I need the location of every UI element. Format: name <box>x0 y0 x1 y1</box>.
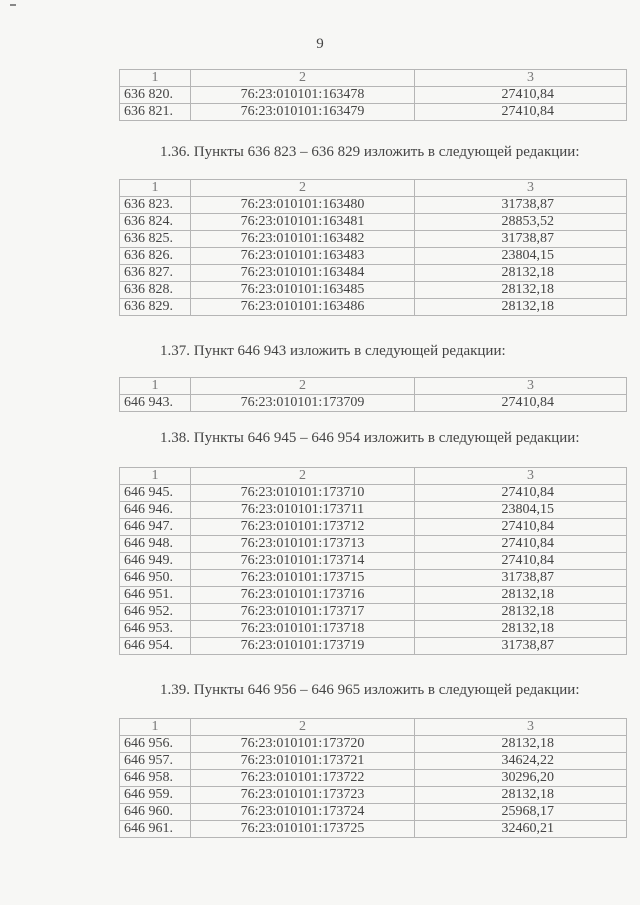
table-row <box>120 553 627 570</box>
table-row <box>120 485 627 502</box>
table-row <box>120 214 627 231</box>
table-cell: 76:23:010101:163478 <box>191 87 415 104</box>
table-cell: 27410,84 <box>415 536 627 553</box>
table-cell: 2 <box>191 378 415 395</box>
table-cell: 646 961. <box>120 821 191 838</box>
table-cell: 76:23:010101:173722 <box>191 770 415 787</box>
table-cell: 3 <box>415 719 627 736</box>
table-cell: 76:23:010101:163480 <box>191 197 415 214</box>
table-row <box>120 87 627 104</box>
table-cell: 76:23:010101:173719 <box>191 638 415 655</box>
table-cell: 636 824. <box>120 214 191 231</box>
table-cell: 76:23:010101:173717 <box>191 604 415 621</box>
table-cell: 636 825. <box>120 231 191 248</box>
table-cell: 646 960. <box>120 804 191 821</box>
table-header-row <box>120 719 627 736</box>
table-cell: 27410,84 <box>415 553 627 570</box>
table-cell: 636 826. <box>120 248 191 265</box>
table-cell: 31738,87 <box>415 197 627 214</box>
table-cell: 28132,18 <box>415 604 627 621</box>
table-cell: 3 <box>415 70 627 87</box>
page-number: 9 <box>316 36 324 52</box>
table-cell: 3 <box>415 378 627 395</box>
table-cell: 646 958. <box>120 770 191 787</box>
table-row <box>120 736 627 753</box>
table-cell: 28132,18 <box>415 299 627 316</box>
table-cell: 76:23:010101:173715 <box>191 570 415 587</box>
table-cell: 646 952. <box>120 604 191 621</box>
table-row <box>120 587 627 604</box>
table-cell: 646 953. <box>120 621 191 638</box>
table-cell: 2 <box>191 70 415 87</box>
table-cell: 636 827. <box>120 265 191 282</box>
table-cell: 76:23:010101:173723 <box>191 787 415 804</box>
table-cell: 27410,84 <box>415 87 627 104</box>
table-cell: 76:23:010101:173711 <box>191 502 415 519</box>
table-cell: 28132,18 <box>415 587 627 604</box>
table-cell: 28132,18 <box>415 736 627 753</box>
table-cell: 76:23:010101:173712 <box>191 519 415 536</box>
table-cell: 76:23:010101:163481 <box>191 214 415 231</box>
table-cell: 646 959. <box>120 787 191 804</box>
table-row <box>120 231 627 248</box>
section-heading: 1.38. Пункты 646 945 – 646 954 изложить в следующей редакции: <box>160 430 580 446</box>
section-heading: 1.37. Пункт 646 943 изложить в следующей редакции: <box>160 343 506 359</box>
table-cell: 3 <box>415 180 627 197</box>
table-row <box>120 604 627 621</box>
table-cell: 646 954. <box>120 638 191 655</box>
table-cell: 28132,18 <box>415 282 627 299</box>
table-cell: 28132,18 <box>415 621 627 638</box>
table-cell: 27410,84 <box>415 395 627 412</box>
table-cell: 646 946. <box>120 502 191 519</box>
table-cell: 31738,87 <box>415 570 627 587</box>
table-cell: 76:23:010101:163486 <box>191 299 415 316</box>
table-row <box>120 804 627 821</box>
table-cell: 636 828. <box>120 282 191 299</box>
table-cell: 27410,84 <box>415 485 627 502</box>
table-cell: 76:23:010101:173725 <box>191 821 415 838</box>
table-cell: 34624,22 <box>415 753 627 770</box>
table-cell: 25968,17 <box>415 804 627 821</box>
section-heading: 1.39. Пункты 646 956 – 646 965 изложить в следующей редакции: <box>160 682 580 698</box>
table-row <box>120 299 627 316</box>
table-cell: 31738,87 <box>415 231 627 248</box>
table-cell: 76:23:010101:173718 <box>191 621 415 638</box>
table-cell: 3 <box>415 468 627 485</box>
table-row <box>120 265 627 282</box>
table-row <box>120 248 627 265</box>
table-cell: 636 829. <box>120 299 191 316</box>
table-cell: 76:23:010101:173724 <box>191 804 415 821</box>
table-cell: 27410,84 <box>415 104 627 121</box>
table-cell: 76:23:010101:173713 <box>191 536 415 553</box>
table-header-row <box>120 70 627 87</box>
table-cell: 636 821. <box>120 104 191 121</box>
table-cell: 646 947. <box>120 519 191 536</box>
table-cell: 2 <box>191 468 415 485</box>
table-cell: 1 <box>120 719 191 736</box>
table-cell: 646 957. <box>120 753 191 770</box>
table-row <box>120 104 627 121</box>
table-cell: 2 <box>191 180 415 197</box>
table-cell: 28853,52 <box>415 214 627 231</box>
table-row <box>120 787 627 804</box>
table-row <box>120 770 627 787</box>
table-header-row <box>120 180 627 197</box>
table-cell: 76:23:010101:173710 <box>191 485 415 502</box>
table-row <box>120 502 627 519</box>
table-cell: 1 <box>120 70 191 87</box>
data-table <box>119 467 627 655</box>
table-cell: 1 <box>120 468 191 485</box>
table-row <box>120 753 627 770</box>
table-header-row <box>120 468 627 485</box>
table-cell: 28132,18 <box>415 787 627 804</box>
table-row <box>120 519 627 536</box>
table-cell: 76:23:010101:173721 <box>191 753 415 770</box>
table-cell: 1 <box>120 180 191 197</box>
table-cell: 76:23:010101:163482 <box>191 231 415 248</box>
table-row <box>120 621 627 638</box>
data-table <box>119 179 627 316</box>
table-cell: 76:23:010101:163479 <box>191 104 415 121</box>
table-cell: 1 <box>120 378 191 395</box>
table-cell: 646 949. <box>120 553 191 570</box>
table-cell: 636 820. <box>120 87 191 104</box>
table-cell: 76:23:010101:173716 <box>191 587 415 604</box>
table-cell: 76:23:010101:173714 <box>191 553 415 570</box>
table-cell: 23804,15 <box>415 502 627 519</box>
table-cell: 2 <box>191 719 415 736</box>
table-cell: 76:23:010101:163484 <box>191 265 415 282</box>
table-row <box>120 821 627 838</box>
table-cell: 31738,87 <box>415 638 627 655</box>
table-header-row <box>120 378 627 395</box>
table-cell: 646 956. <box>120 736 191 753</box>
table-row <box>120 395 627 412</box>
table-cell: 646 948. <box>120 536 191 553</box>
table-cell: 646 950. <box>120 570 191 587</box>
table-cell: 76:23:010101:163485 <box>191 282 415 299</box>
scan-artifact-mark <box>10 4 16 6</box>
table-cell: 32460,21 <box>415 821 627 838</box>
table-cell: 76:23:010101:173709 <box>191 395 415 412</box>
table-row <box>120 536 627 553</box>
table-cell: 28132,18 <box>415 265 627 282</box>
data-table <box>119 377 627 412</box>
table-cell: 76:23:010101:173720 <box>191 736 415 753</box>
table-row <box>120 638 627 655</box>
table-cell: 646 945. <box>120 485 191 502</box>
table-cell: 76:23:010101:163483 <box>191 248 415 265</box>
table-cell: 646 951. <box>120 587 191 604</box>
data-table <box>119 718 627 838</box>
table-cell: 636 823. <box>120 197 191 214</box>
table-cell: 646 943. <box>120 395 191 412</box>
table-row <box>120 570 627 587</box>
section-heading: 1.36. Пункты 636 823 – 636 829 изложить в следующей редакции: <box>160 144 580 160</box>
table-row <box>120 197 627 214</box>
table-cell: 27410,84 <box>415 519 627 536</box>
data-table <box>119 69 627 121</box>
table-row <box>120 282 627 299</box>
table-cell: 30296,20 <box>415 770 627 787</box>
table-cell: 23804,15 <box>415 248 627 265</box>
